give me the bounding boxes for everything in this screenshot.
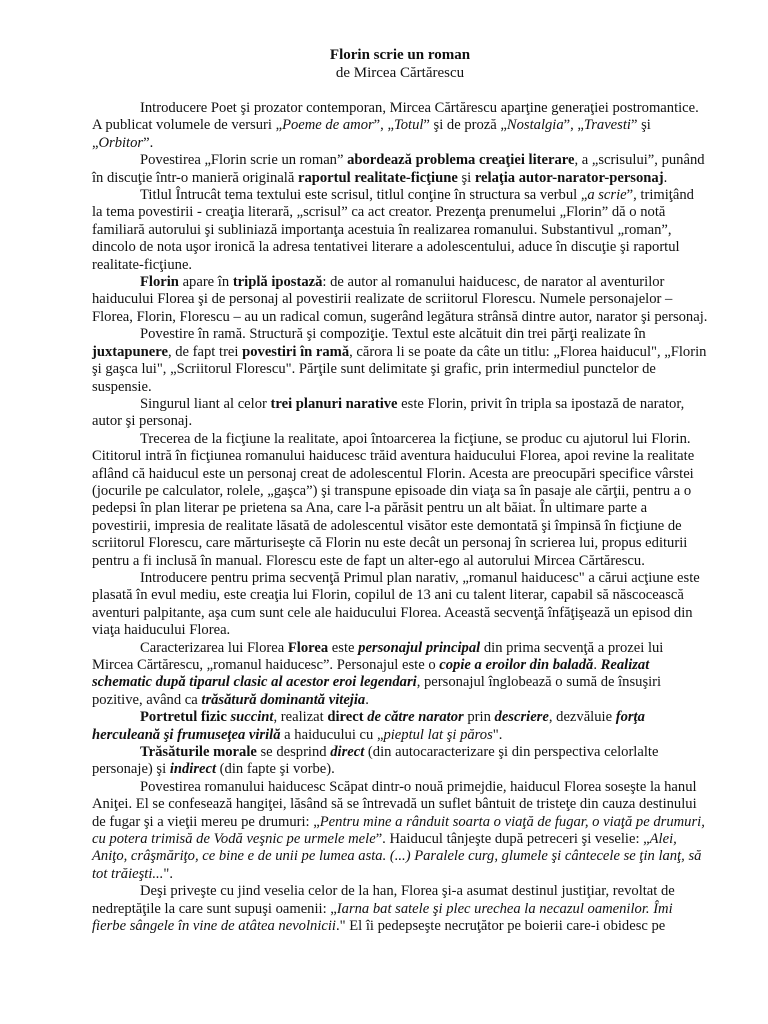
paragraph (92, 152, 708, 187)
text-run: Povestirea „Florin scrie un roman” (140, 152, 348, 169)
text-run: ” şi „ (92, 117, 651, 151)
text-run: succint (230, 709, 274, 726)
text-run: direct (327, 709, 364, 726)
text-run: direct (330, 744, 365, 761)
text-run: povestiri în ramă (242, 343, 350, 360)
paragraph (92, 883, 708, 935)
text-run: se desprind (256, 744, 331, 761)
text-run: Florin (140, 274, 179, 291)
text-run: Totul (393, 117, 424, 134)
paragraph (92, 744, 708, 779)
text-run: pieptul lat şi păros (383, 726, 493, 743)
paragraph (92, 100, 708, 152)
text-run: . (663, 169, 668, 186)
text-run: Caracterizarea lui Florea (140, 639, 288, 656)
text-run: , de fapt trei (167, 343, 243, 360)
text-run: apare în (178, 274, 233, 291)
paragraph (92, 274, 708, 326)
text-run: Poeme de amor (282, 117, 374, 134)
text-run: descriere (494, 709, 549, 726)
text-run: ." El îi pedepseşte necruţător pe boierii care-i obidesc pe (335, 918, 666, 935)
text-run: relaţia autor-narator-personaj (474, 169, 664, 186)
text-run: Titlul Întrucât tema textului este scrisul, titlul conţine în structura sa verbul „ (140, 187, 588, 204)
text-run: Travesti (583, 117, 631, 134)
paragraph (92, 396, 708, 431)
text-run: . (365, 691, 369, 708)
paragraph (92, 779, 708, 883)
title-block (92, 46, 708, 82)
text-run: este Florin, privit în tripla sa ipostază de narator, autor şi personaj. (92, 395, 685, 430)
text-run: este (328, 639, 359, 656)
text-run: Alei, Aniţo, crâşmăriţo, ce bine e de unii pe lumea asta. (...) Paralele curg, glumele şi cântecele se ţin lanţ, să tot trăieşti... (92, 831, 702, 882)
text-run: personajul principal (358, 639, 481, 656)
text-run: Introducere Poet şi prozator contemporan, Mircea Cărtărescu aparţine generaţiei postromantice. A publicat volumele de versuri „ (92, 100, 699, 134)
text-run: Pentru mine a rânduit soarta o viaţă de fugar, o viaţă pe drumuri, cu potera trimisă de Vodă veşnic pe urmele mele (92, 813, 705, 848)
text-run: din prima secvenţă a prozei lui Mircea Cărtărescu, „romanul haiducesc”. Personajul este o (92, 639, 664, 673)
paragraph (92, 326, 708, 396)
text-run: a haiducului cu „ (280, 726, 384, 743)
paragraph (92, 431, 708, 570)
text-run: Povestire în ramă. Structură şi compoziţie. Textul este alcătuit din trei părţi realizate în (140, 326, 646, 343)
text-run: prin (463, 709, 495, 726)
text-run: ”, „ (563, 117, 584, 134)
text-run: indirect (169, 761, 217, 778)
text-run: Orbitor (98, 134, 144, 151)
paragraph (92, 570, 708, 640)
document-author: de Mircea Cărtărescu (335, 65, 465, 81)
text-run: trăsătură dominantă vitejia (201, 691, 366, 708)
text-run: , realizat (273, 709, 328, 726)
text-run: , dezvăluie (548, 709, 616, 726)
text-run: , cărora li se poate da câte un titlu: „Florea haiducul", „Florin şi gaşca lui", „Scriitorul Florescu". Părţile sunt delimitate şi grafic, prin intermediul punctelor de suspensie. (92, 343, 707, 395)
text-run: trei planuri narative (270, 395, 398, 412)
text-run: ". (492, 726, 503, 743)
text-run: Iarna bat satele şi plec urechea la necazul oamenilor. Îmi fierbe sângele în vine de atâtea nevolnicii (92, 900, 673, 935)
text-run: . (593, 657, 601, 673)
text-run: abordează problema creaţiei literare (347, 152, 575, 169)
text-run: Portretul fizic (140, 709, 231, 726)
text-run: ”. (143, 134, 154, 151)
text-run: (din autocaracterizare şi din perspectiva celorlalte personaje) şi (92, 744, 659, 778)
text-run: raportul realitate-ficţiune (297, 169, 458, 186)
text-run: juxtapunere (92, 343, 168, 360)
text-run: ”, „ (373, 117, 394, 134)
paragraph (92, 640, 708, 710)
paragraph (92, 709, 708, 744)
text-run: Florea (287, 639, 329, 656)
text-run: ”, trimiţând la tema povestirii - creaţia literară, „scrisul” ca act creator. Prezenţa prenumelui „Florin” dă o notă familiară autorului şi subliniază importanţa acestuia în realizarea romanului. Substantivul „roman”, dincolo de nota uşor ironică la adresa tentativei literare a adolescentului, aduce în discuţie şi raportul realitate-ficţiune. (92, 187, 694, 273)
text-run: Introducere pentru prima secvenţă Primul plan narativ, „romanul haiducesc" a cărui acţiune este plasată în evul mediu, este creaţia lui Florin, copilul de 13 ani cu talent literar, capabil să născocească aventuri palpitante, aşa cum sunt cele ale haiducului Florea. Această secvenţă înfăţişează un episod din viaţa haiducului Florea. (92, 569, 700, 639)
text-run: copie a eroilor din baladă (439, 657, 594, 673)
text-run: (din fapte şi vorbe). (216, 761, 335, 778)
text-run: de către narator (367, 709, 464, 726)
text-run: Singurul liant al celor (140, 395, 271, 412)
text-run: ” şi de proză „ (423, 117, 507, 134)
paragraph (92, 187, 708, 274)
text-run: Realizat schematic după tiparul clasic al acestor eroi legendari (92, 657, 650, 691)
text-run: , a „scrisului”, punând în discuţie într-o manieră originală (92, 152, 705, 186)
text-run: , personajul înglobează o sumă de însuşiri pozitive, având ca (92, 674, 662, 708)
text-run: ”. Haiducul tânjeşte după petreceri şi veselie: „ (375, 831, 650, 848)
text-run: Trăsăturile morale (140, 744, 257, 761)
text-run: a scrie (587, 187, 627, 204)
text-run: şi (457, 169, 475, 186)
text-run: triplă ipostază (232, 274, 323, 291)
document-title: Florin scrie un roman (329, 47, 471, 63)
text-run: ". (163, 865, 173, 882)
text-run: Povestirea romanului haiducesc Scăpat dintr-o nouă primejdie, haiducul Florea soseşte la hanul Aniţei. El se confesează hangiţei, lăsând să se întrevadă un suflet bântuit de tristeţe din cauza destinului de fugar şi a vieţii mereu pe drumuri: „ (92, 778, 697, 830)
text-run: : de autor al romanului haiducesc, de narator al aventurilor haiducului Florea şi de personaj al povestirii realizate de scriitorul Florescu. Numele personajelor – Florea, Florin, Florescu – au un radical comun, sugerând legătura strânsă dintre autor, narator şi personaj. (92, 274, 708, 325)
text-run: Deşi priveşte cu jind veselia celor de la han, Florea şi-a asumat destinul justiţiar, revoltat de nedreptăţile la care sunt supuşi oamenii: „ (92, 883, 675, 917)
text-run: forţa herculeană şi frumuseţea virilă (92, 709, 645, 743)
document-body (92, 100, 708, 936)
text-run: Trecerea de la ficţiune la realitate, apoi întoarcerea la ficţiune, se produc cu ajutorul lui Florin. Cititorul intră în ficţiunea romanului haiducesc trăid aventura haiducului Florea, apoi revine la realitate aflând că haiducul este un personaj creat de adolescentul Florin. Acesta are preocupări specifice vârstei (jocurile pe calculator, rolele, „gaşca”) şi transpune episoade din viaţa sa în pasaje ale cărţii, pentru a o pedepsi în plan literar pe prietena sa Ana, care l-a părăsit pentru un alt băiat. În ultimare parte a povestirii, impresia de realitate lăsată de adolescentul visător este demontată şi împinsă în ficţiune de scriitorul Florescu, care mărturiseşte că Florin nu este decât un personaj în scrierea lui, propus editurii pentru a fi inclusă în manual. Florescu este de fapt un alter-ego al autorului Mircea Cărtărescu. (92, 430, 695, 569)
text-run: Nostalgia (506, 117, 564, 134)
